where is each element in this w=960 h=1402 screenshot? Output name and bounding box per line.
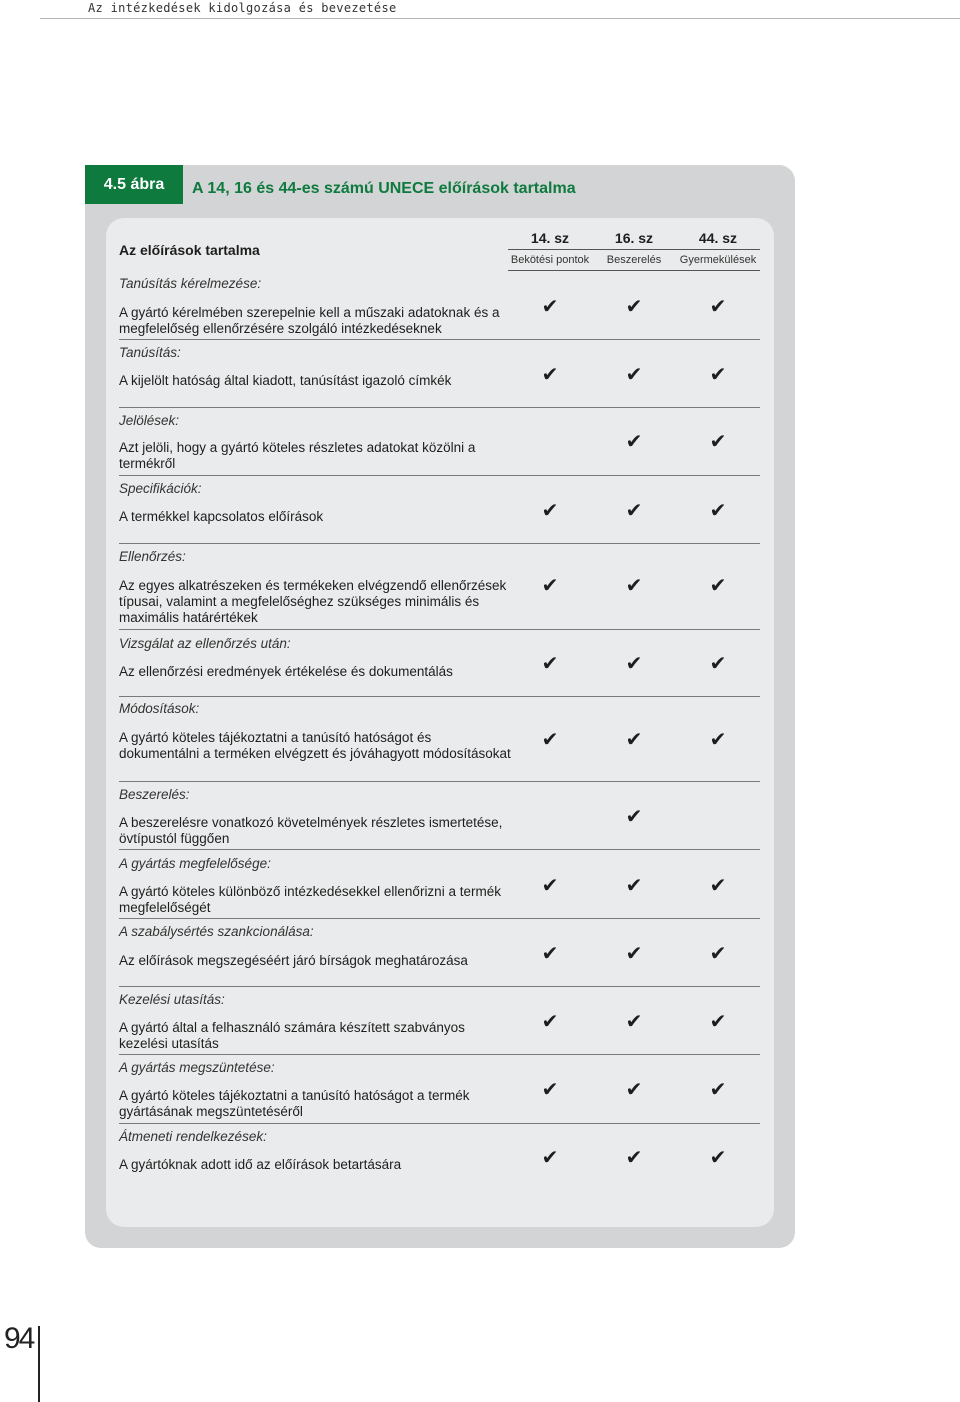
row-category: A gyártás megfelelősége: (119, 856, 271, 871)
check-mark-icon: ✔ (541, 941, 559, 965)
check-mark-icon: ✔ (709, 429, 727, 453)
row-divider (119, 986, 760, 987)
row-category: A szabálysértés szankcionálása: (119, 924, 314, 939)
check-mark-icon: ✔ (541, 727, 559, 751)
check-mark-icon: ✔ (709, 294, 727, 318)
page-number-bar (38, 1326, 40, 1402)
header-bottom-rule (508, 270, 760, 271)
check-mark-icon: ✔ (625, 429, 643, 453)
row-category: Tanúsítás: (119, 345, 181, 360)
check-mark-icon: ✔ (541, 1009, 559, 1033)
row-divider (119, 629, 760, 630)
check-mark-icon: ✔ (625, 498, 643, 522)
check-mark-icon: ✔ (709, 727, 727, 751)
check-mark-icon: ✔ (709, 1009, 727, 1033)
row-category: Jelölések: (119, 413, 180, 428)
table-panel (106, 218, 774, 1227)
row-description: Az előírások megszegéséért járó bírságok meghatározása (119, 953, 468, 968)
check-mark-icon: ✔ (541, 498, 559, 522)
check-mark-icon: ✔ (625, 941, 643, 965)
header-rule (40, 18, 960, 19)
column-number: 16. sz (614, 230, 654, 246)
row-category: Módosítások: (119, 701, 200, 716)
row-description: A kijelölt hatóság által kiadott, tanúsítást igazoló címkék (119, 373, 452, 388)
column-subtitle: Beszerelés (606, 254, 662, 266)
row-divider (119, 696, 760, 697)
check-mark-icon: ✔ (709, 1145, 727, 1169)
row-category: Beszerelés: (119, 787, 190, 802)
column-header-rule (508, 249, 760, 250)
row-category: Vizsgálat az ellenőrzés után: (119, 636, 291, 651)
row-description: Azt jelöli, hogy a gyártó köteles részletes adatokat közölni a termékről (119, 440, 476, 471)
row-divider (119, 339, 760, 340)
row-category: Specifikációk: (119, 481, 202, 496)
check-mark-icon: ✔ (541, 1077, 559, 1101)
table-header-title: Az előírások tartalma (119, 242, 260, 258)
row-divider (119, 849, 760, 850)
check-mark-icon: ✔ (709, 1077, 727, 1101)
row-description: A gyártóknak adott idő az előírások betartására (119, 1157, 402, 1172)
check-mark-icon: ✔ (709, 873, 727, 897)
row-description: Az egyes alkatrészeken és termékeken elvégzendő ellenőrzések típusai, valamint a megfelelőséghez szükséges minimális és maximális határértékek (119, 578, 507, 625)
check-mark-icon: ✔ (541, 1145, 559, 1169)
column-subtitle: Gyermekülések (679, 254, 757, 266)
row-category: Átmeneti rendelkezések: (119, 1129, 267, 1144)
row-description: A gyártó által a felhasználó számára készített szabványos kezelési utasítás (119, 1020, 465, 1051)
row-description: A gyártó köteles tájékoztatni a tanúsító hatóságot és dokumentálni a terméken elvégzett és jóváhagyott módosításokat (119, 730, 511, 761)
check-mark-icon: ✔ (625, 1009, 643, 1033)
check-mark-icon: ✔ (709, 941, 727, 965)
check-mark-icon: ✔ (625, 1145, 643, 1169)
row-divider (119, 918, 760, 919)
check-mark-icon: ✔ (625, 804, 643, 828)
row-description: A termékkel kapcsolatos előírások (119, 509, 324, 524)
check-mark-icon: ✔ (541, 651, 559, 675)
check-mark-icon: ✔ (625, 1077, 643, 1101)
figure-title: A 14, 16 és 44-es számú UNECE előírások tartalma (192, 180, 576, 197)
row-category: Kezelési utasítás: (119, 992, 225, 1007)
figure-label: 4.5 ábra (85, 165, 183, 204)
running-header: Az intézkedések kidolgozása és bevezetése (88, 1, 397, 15)
check-mark-icon: ✔ (625, 573, 643, 597)
check-mark-icon: ✔ (625, 294, 643, 318)
row-description: Az ellenőrzési eredmények értékelése és dokumentálás (119, 664, 453, 679)
row-description: A gyártó köteles különböző intézkedésekkel ellenőrizni a termék megfelelőségét (119, 884, 501, 915)
check-mark-icon: ✔ (541, 573, 559, 597)
row-divider (119, 781, 760, 782)
check-mark-icon: ✔ (709, 362, 727, 386)
column-number: 44. sz (698, 230, 738, 246)
check-mark-icon: ✔ (709, 651, 727, 675)
row-description: A gyártó kérelmében szerepelnie kell a műszaki adatoknak és a megfelelőség ellenőrzésére szolgáló intézkedéseknek (119, 305, 500, 336)
check-mark-icon: ✔ (625, 873, 643, 897)
row-category: Tanúsítás kérelmezése: (119, 276, 262, 291)
check-mark-icon: ✔ (709, 498, 727, 522)
check-mark-icon: ✔ (625, 651, 643, 675)
row-description: A gyártó köteles tájékoztatni a tanúsító hatóságot a termék gyártásának megszüntetéséről (119, 1088, 470, 1119)
row-divider (119, 543, 760, 544)
check-mark-icon: ✔ (625, 362, 643, 386)
check-mark-icon: ✔ (541, 873, 559, 897)
row-divider (119, 1123, 760, 1124)
page-number: 94 (4, 1322, 34, 1355)
row-category: A gyártás megszüntetése: (119, 1060, 275, 1075)
column-subtitle: Bekötési pontok (510, 254, 590, 266)
row-divider (119, 407, 760, 408)
check-mark-icon: ✔ (625, 727, 643, 751)
row-description: A beszerelésre vonatkozó követelmények részletes ismertetése, övtípustól függően (119, 815, 503, 846)
check-mark-icon: ✔ (541, 294, 559, 318)
check-mark-icon: ✔ (541, 362, 559, 386)
column-number: 14. sz (530, 230, 570, 246)
row-divider (119, 475, 760, 476)
row-divider (119, 1054, 760, 1055)
row-category: Ellenőrzés: (119, 549, 186, 564)
check-mark-icon: ✔ (709, 573, 727, 597)
